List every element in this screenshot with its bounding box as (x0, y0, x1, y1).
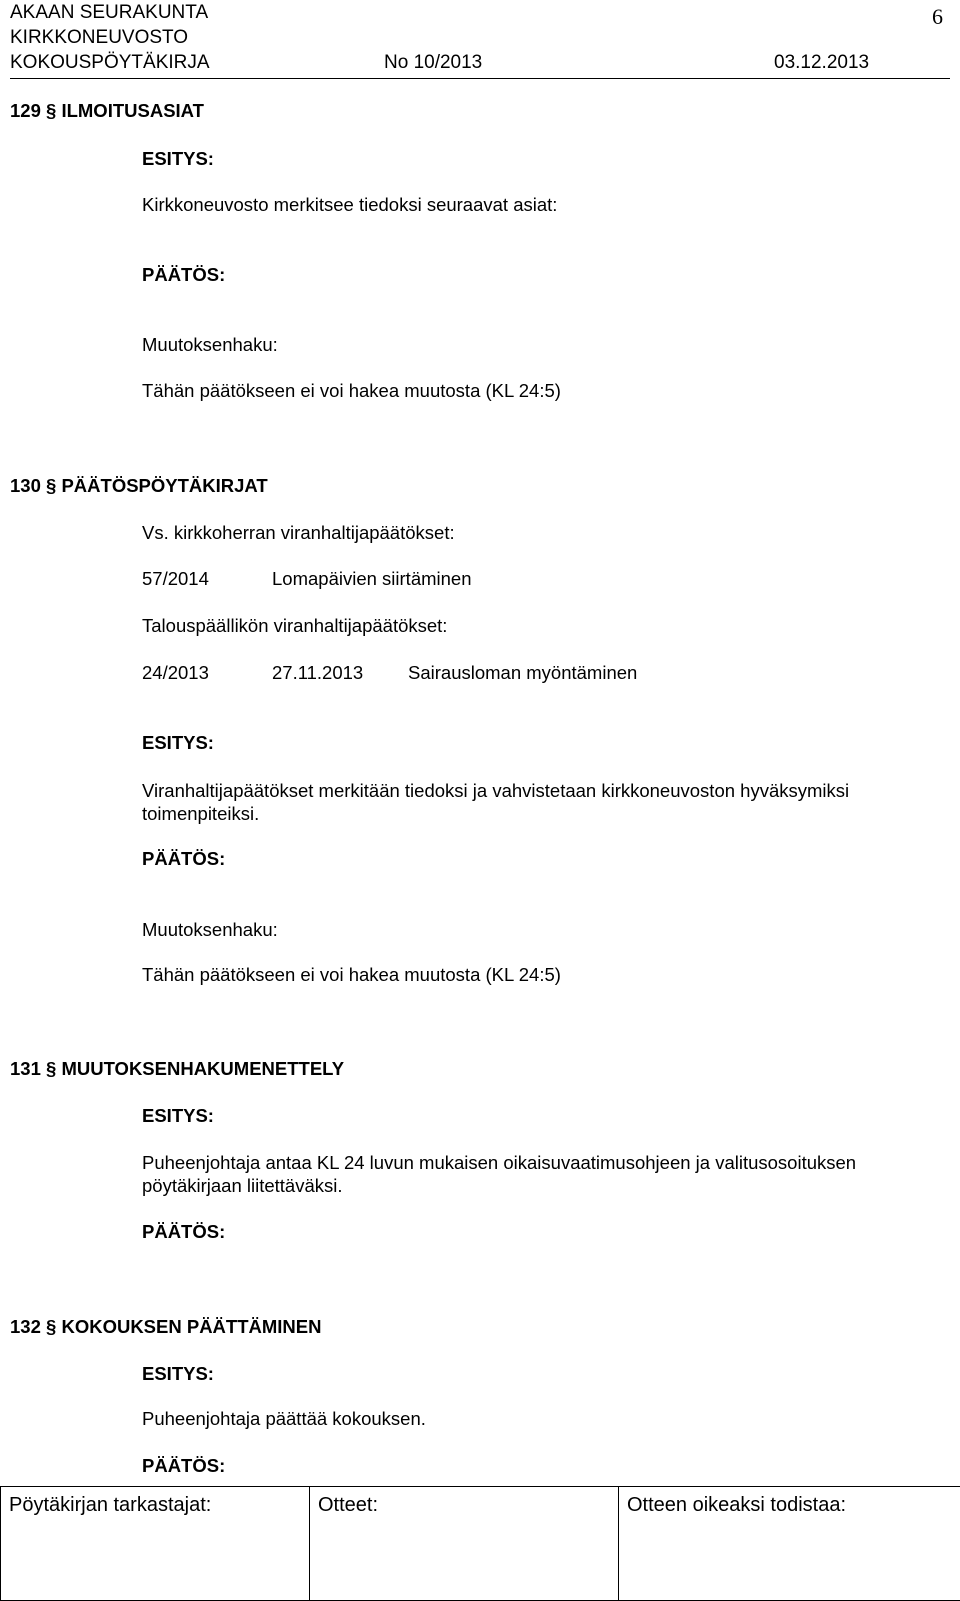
appeal-text: Tähän päätökseen ei voi hakea muutosta (KL 24:5) (142, 380, 561, 401)
certified-cell (619, 1487, 960, 1601)
finance-item-text: Sairausloman myöntäminen (408, 662, 638, 683)
section-symbol: § (46, 1316, 57, 1337)
section-symbol: § (46, 100, 57, 121)
reviewers-label: Pöytäkirjan tarkastajat: (9, 1494, 212, 1516)
esitys-label: ESITYS: (142, 1105, 214, 1126)
header-rule (10, 78, 950, 79)
vs-item-text: Lomapäivien siirtäminen (272, 568, 472, 589)
section-130-heading (10, 475, 268, 497)
section-number: 132 (10, 1316, 41, 1337)
section-title: ILMOITUSASIAT (61, 100, 204, 121)
org-name: AKAAN SEURAKUNTA (10, 2, 209, 23)
signature-table (0, 1486, 960, 1601)
appeal-label: Muutoksenhaku: (142, 334, 278, 355)
paatos-label: PÄÄTÖS: (142, 1221, 226, 1242)
section-number: 131 (10, 1058, 41, 1079)
section-number: 130 (10, 475, 41, 496)
vs-decisions-heading: Vs. kirkkoherran viranhaltijapäätökset: (142, 522, 455, 543)
esitys-label: ESITYS: (142, 148, 214, 169)
vs-item-number: 57/2014 (142, 568, 209, 589)
meeting-number: No 10/2013 (384, 52, 483, 73)
reviewers-cell (1, 1487, 310, 1601)
esitys-text: Puheenjohtaja antaa KL 24 luvun mukaisen oikaisuvaatimusohjeen ja valitusosoituksen pöytäkirjaan liitettäväksi. (142, 1152, 857, 1196)
document-type: KOKOUSPÖYTÄKIRJA (10, 52, 210, 73)
paatos-label: PÄÄTÖS: (142, 848, 226, 869)
body-name: KIRKKONEUVOSTO (10, 27, 189, 48)
paatos-label: PÄÄTÖS: (142, 1455, 226, 1476)
finance-decisions-heading: Talouspäällikön viranhaltijapäätökset: (142, 615, 448, 636)
certified-label: Otteen oikeaksi todistaa: (627, 1494, 847, 1516)
esitys-text: Kirkkoneuvosto merkitsee tiedoksi seuraavat asiat: (142, 194, 558, 215)
section-title: PÄÄTÖSPÖYTÄKIRJAT (61, 475, 268, 496)
appeal-label: Muutoksenhaku: (142, 919, 278, 940)
extracts-label: Otteet: (318, 1494, 379, 1516)
finance-item-number: 24/2013 (142, 662, 209, 683)
paatos-label: PÄÄTÖS: (142, 264, 226, 285)
meeting-date: 03.12.2013 (774, 52, 870, 73)
appeal-text: Tähän päätökseen ei voi hakea muutosta (KL 24:5) (142, 964, 561, 985)
esitys-text: Puheenjohtaja päättää kokouksen. (142, 1408, 426, 1429)
section-title: MUUTOKSENHAKUMENETTELY (61, 1058, 345, 1079)
section-symbol: § (46, 1058, 57, 1079)
section-129-heading (10, 100, 204, 122)
section-title: KOKOUKSEN PÄÄTTÄMINEN (61, 1316, 322, 1337)
section-symbol: § (46, 475, 57, 496)
section-132-heading (10, 1316, 321, 1338)
extracts-cell (310, 1487, 619, 1601)
page-number: 6 (932, 4, 943, 29)
esitys-text: Viranhaltijapäätökset merkitään tiedoksi ja vahvistetaan kirkkoneuvoston hyväksymiksi toimenpiteiksi. (142, 780, 850, 824)
section-131-heading (10, 1058, 344, 1080)
esitys-label: ESITYS: (142, 1363, 214, 1384)
esitys-label: ESITYS: (142, 732, 214, 753)
finance-item-date: 27.11.2013 (272, 662, 364, 683)
section-number: 129 (10, 100, 41, 121)
